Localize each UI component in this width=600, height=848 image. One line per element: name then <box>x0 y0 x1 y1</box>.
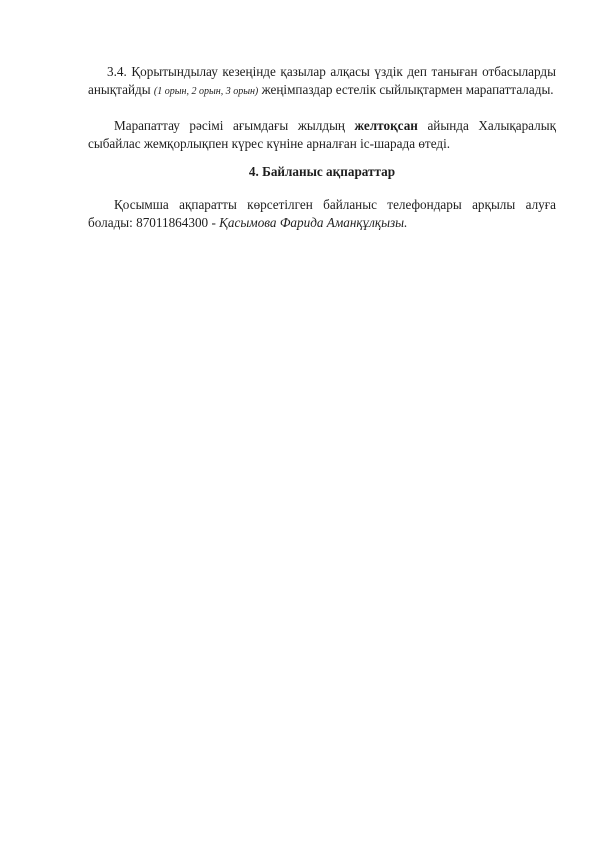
ceremony-text-after: айында Халықаралық сыбайлас жемқорлықпен күрес күніне арналған іс-шарада өтеді. <box>88 118 556 151</box>
paragraph-3-4 <box>88 63 556 101</box>
paragraph-3-4-text-before: 3.4. Қорытындылау кезеңінде қазылар алқасы үздік деп таныған отбасыларды анықтайды <box>88 64 556 97</box>
contact-separator: - <box>208 215 220 230</box>
contact-phone: 87011864300 <box>136 215 209 230</box>
ceremony-paragraph <box>88 117 556 153</box>
contact-name: Қасымова Фарида Аманқұлқызы. <box>219 215 408 230</box>
paragraph-3-4-text-after: жеңімпаздар естелік сыйлықтармен марапатталады. <box>258 82 554 97</box>
contact-paragraph <box>88 196 556 232</box>
ceremony-text-before: Марапаттау рәсімі ағымдағы жылдың <box>114 118 355 133</box>
ceremony-month: желтоқсан <box>354 118 418 133</box>
section-4-heading: 4. Байланыс ақпараттар <box>248 164 396 179</box>
contact-text-before: Қосымша ақпаратты көрсетілген байланыс телефондары арқылы алуға болады: <box>88 197 556 230</box>
places-note: (1 орын, 2 орын, 3 орын) <box>153 86 259 97</box>
